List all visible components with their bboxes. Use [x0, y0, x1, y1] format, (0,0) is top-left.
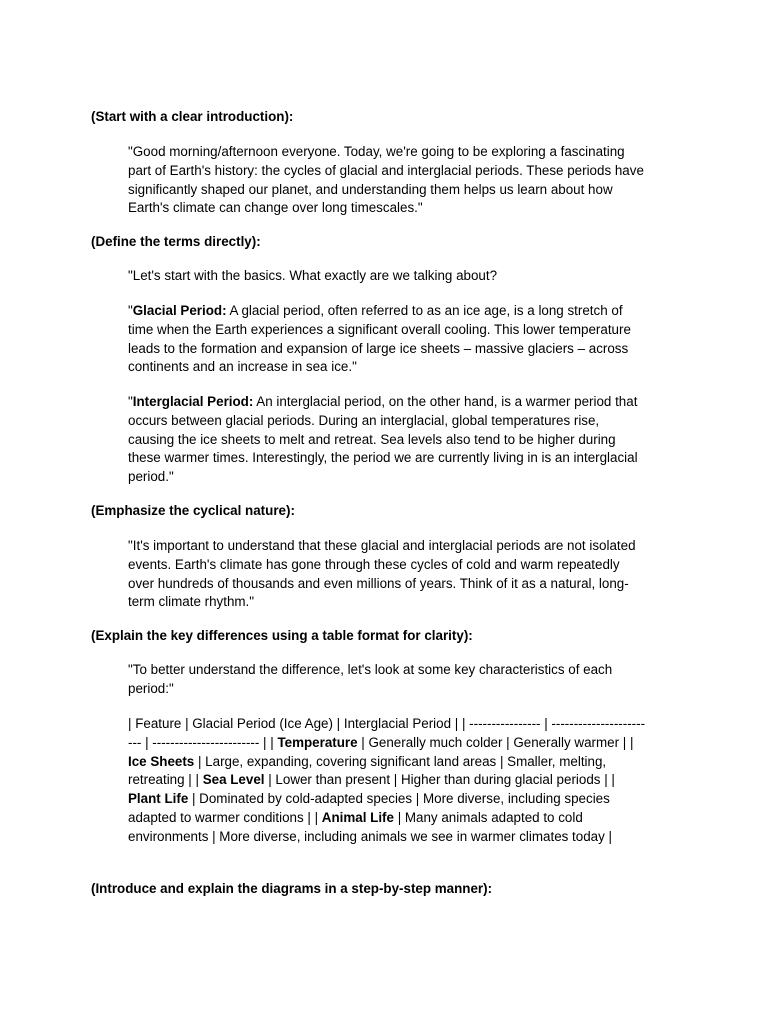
differences-intro-paragraph [128, 661, 648, 699]
table-term-temperature: Temperature [277, 734, 358, 750]
quote-mark: " [128, 303, 133, 318]
table-as-text-paragraph [128, 715, 648, 847]
table-term-ice-sheets: Ice Sheets [128, 753, 195, 769]
section-heading-cyclical-nature: (Emphasize the cyclical nature): [91, 503, 295, 518]
table-text: | Dominated by cold-adapted species | More diverse, including species adapted to warmer conditions | | [128, 791, 610, 825]
table-text: | Lower than present | Higher than during glacial periods | | [264, 772, 615, 788]
table-text: | Large, expanding, covering significant land areas | Smaller, melting, retreating | | [128, 753, 607, 788]
table-term-animal-life: Animal Life [321, 809, 394, 825]
definition-text: An interglacial period, on the other hand, is a warmer period that occurs between glacial periods. During an interglacial, global temperatures rise, causing the ice sheets to melt and retreat. Sea levels also tend to be higher during these warmer times. Interestingly, the period we are currently living in is an interglacial period." [128, 394, 638, 485]
term-glacial-period: Glacial Period: [132, 303, 227, 318]
term-interglacial-period: Interglacial Period: [132, 394, 254, 409]
section-heading-key-differences: (Explain the key differences using a table format for clarity): [91, 628, 473, 643]
quote-mark: " [128, 394, 133, 409]
table-text: | Feature | Glacial Period (Ice Age) | Interglacial Period | | ---------------- | ------------------------ | ------------------------ | | [128, 716, 646, 750]
table-term-sea-level: Sea Level [202, 772, 265, 788]
definition-text: A glacial period, often referred to as an ice age, is a long stretch of time when the Earth experiences a significant overall cooling. This lower temperature leads to the formation and expansion of large ice sheets – massive glaciers – across continents and an increase in sea ice." [128, 303, 631, 375]
section-heading-introduction: (Start with a clear introduction): [91, 109, 294, 124]
table-text: | Many animals adapted to cold environments | More diverse, including animals we see in warmer climates today | [128, 809, 613, 844]
paragraph-text: "To better understand the difference, let's look at some key characteristics of each period:" [128, 662, 613, 696]
paragraph-text: "Let's start with the basics. What exactly are we talking about? [128, 268, 498, 283]
introduction-paragraph [128, 143, 648, 218]
basics-paragraph [128, 267, 648, 286]
section-heading-diagrams: (Introduce and explain the diagrams in a step-by-step manner): [91, 881, 493, 896]
table-text: | Generally much colder | Generally warmer | | [357, 734, 634, 750]
table-term-plant-life: Plant Life [128, 791, 189, 807]
glacial-period-definition [128, 302, 648, 377]
interglacial-period-definition [128, 393, 648, 487]
cyclical-paragraph [128, 537, 648, 612]
section-heading-define-terms: (Define the terms directly): [91, 234, 261, 249]
paragraph-text: "It's important to understand that these glacial and interglacial periods are not isolated events. Earth's climate has gone through these cycles of cold and warm repeatedly over hundreds of thousands and even millions of years. Think of it as a natural, long-term climate rhythm." [128, 538, 636, 610]
paragraph-text: "Good morning/afternoon everyone. Today, we're going to be exploring a fascinating part of Earth's history: the cycles of glacial and interglacial periods. These periods have significantly shaped our planet, and understanding them helps us learn about how Earth's climate can change over long timescales." [128, 144, 644, 216]
